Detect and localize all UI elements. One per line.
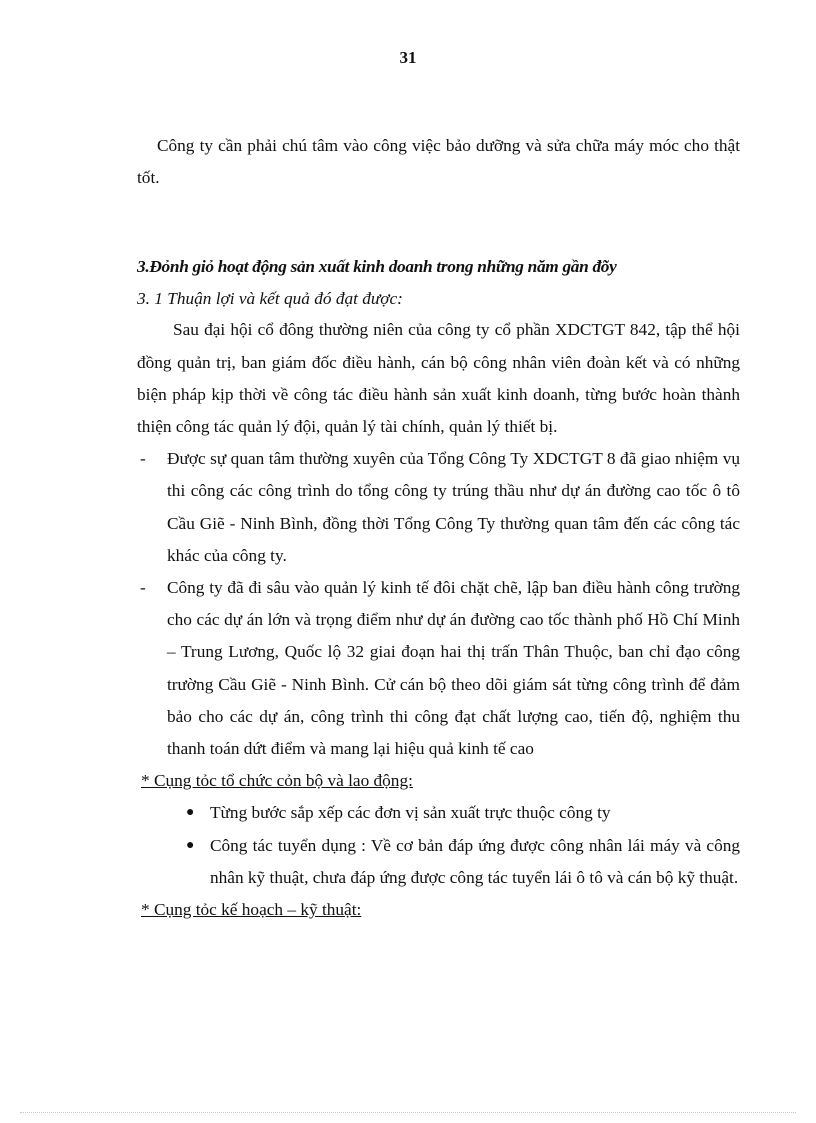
list-item-text: Từng bước sắp xếp các đơn vị sản xuất trực thuộc công ty (210, 803, 611, 823)
dash-marker: - (140, 578, 146, 598)
list-item (137, 797, 740, 829)
list-item (137, 572, 740, 765)
sub-title: 3. 1 Thuận lợi và kết quả đó đạt được: (137, 289, 403, 309)
bullet-icon: ● (186, 837, 195, 853)
list-item-text: Được sự quan tâm thường xuyên của Tổng Công Ty XDCTGT 8 đã giao nhiệm vụ thi công các công trình do tổng công ty trúng thầu như dự án đường cao tốc ô tô Cầu Giẽ - Ninh Bình, đồng thời Tổng Công Ty thường quan tâm đến các công tác khác của công ty. (167, 449, 740, 565)
page-bottom-divider (20, 1112, 796, 1113)
page-number: 31 (399, 48, 417, 67)
heading-planning: * Cụng tỏc kế hoạch – kỹ thuật: (141, 900, 362, 920)
bullet-list (137, 797, 740, 894)
list-item (137, 830, 740, 894)
bullet-icon: ● (186, 805, 195, 821)
main-paragraph: Sau đại hội cổ đông thường niên của công ty cổ phần XDCTGT 842, tập thể hội đồng quản trị, ban giám đốc điều hành, cán bộ công nhân viên đoàn kết và có những biện pháp kịp thời về công tác điều hành sản xuất kinh doanh, từng bước hoàn thành thiện công tác quản lý đội, quản lý tài chính, quản lý thiết bị. (137, 320, 740, 437)
list-item-text: Công ty đã đi sâu vào quản lý kinh tế đôi chặt chẽ, lập ban điều hành công trường cho các dự án lớn và trọng điểm như dự án đường cao tốc thành phố Hồ Chí Minh – Trung Lương, Quốc lộ 32 giai đoạn hai thị trấn Thân Thuộc, ban chỉ đạo công trường Cầu Giẽ - Ninh Bình. Cử cán bộ theo dõi giám sát từng công trình để đảm bảo cho các dự án, công trình thi công đạt chất lượng cao, tiến độ, nghiệm thu thanh toán dứt điểm và mang lại hiệu quả kinh tế cao (167, 578, 740, 759)
heading-organization: * Cụng tỏc tổ chức cỏn bộ và lao động: (141, 771, 413, 791)
list-item (137, 443, 740, 572)
dash-list (137, 443, 740, 765)
intro-paragraph: Công ty cần phải chú tâm vào công việc bảo dưỡng và sửa chữa máy móc cho thật tốt. (137, 136, 740, 188)
section-title: 3.Đỏnh giỏ hoạt động sản xuất kinh doanh trong những năm gần đõy (137, 257, 617, 277)
document-body (137, 130, 740, 926)
list-item-text: Công tác tuyển dụng : Về cơ bản đáp ứng được công nhân lái máy và công nhân kỹ thuật, chưa đáp ứng được công tác tuyển lái ô tô và cán bộ kỹ thuật. (210, 835, 740, 887)
dash-marker: - (140, 449, 146, 469)
